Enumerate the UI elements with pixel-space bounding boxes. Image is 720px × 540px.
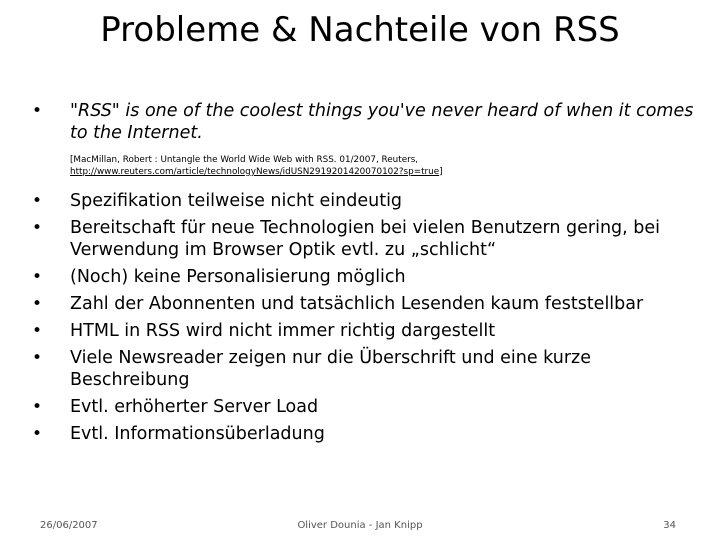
citation-end: ]	[439, 167, 443, 177]
bullet-icon: •	[32, 321, 43, 341]
list-item	[24, 266, 704, 288]
list-item	[24, 217, 704, 261]
bullet-icon: •	[32, 397, 43, 417]
list-item-text: Evtl. Informationsüberladung	[70, 424, 325, 444]
list-item	[24, 396, 704, 418]
citation-link[interactable]: http://www.reuters.com/article/technologyNews/idUSN2919201420070102?sp=true	[70, 167, 440, 177]
list-item	[24, 190, 704, 212]
quote-text: "RSS" is one of the coolest things you've never heard of when it comes to the Internet.	[70, 101, 694, 143]
list-item	[24, 423, 704, 445]
bullet-icon: •	[32, 267, 43, 287]
slide-title: Probleme & Nachteile von RSS	[100, 10, 620, 50]
list-item-text: Spezifikation teilweise nicht eindeutig	[70, 191, 403, 211]
list-item	[24, 347, 704, 391]
bullet-icon: •	[32, 294, 43, 314]
list-item	[24, 320, 704, 342]
slide-content	[24, 100, 704, 450]
list-item-text: (Noch) keine Personalisierung möglich	[70, 267, 406, 287]
bullet-icon: •	[32, 101, 43, 121]
bullet-icon: •	[32, 218, 43, 238]
citation	[70, 154, 704, 178]
list-item	[24, 293, 704, 315]
page-number: 34	[663, 520, 676, 531]
bullet-icon: •	[32, 348, 43, 368]
bullet-list	[24, 190, 704, 445]
citation-text: [MacMillan, Robert : Untangle the World Wide Web with RSS. 01/2007, Reuters,	[70, 155, 419, 165]
bullet-icon: •	[32, 424, 43, 444]
list-item-text: Zahl der Abonnenten und tatsächlich Lesenden kaum feststellbar	[70, 294, 644, 314]
bullet-icon: •	[32, 191, 43, 211]
list-item-text: HTML in RSS wird nicht immer richtig dargestellt	[70, 321, 496, 341]
list-item-text: Viele Newsreader zeigen nur die Überschrift und eine kurze Beschreibung	[70, 348, 591, 390]
footer-author: Oliver Dounia - Jan Knipp	[297, 520, 423, 531]
list-item-text: Bereitschaft für neue Technologien bei vielen Benutzern gering, bei Verwendung im Browser Optik evtl. zu „schlicht“	[70, 218, 661, 260]
list-item-text: Evtl. erhöherter Server Load	[70, 397, 319, 417]
footer-date: 26/06/2007	[40, 520, 98, 531]
quote-item	[24, 100, 704, 144]
